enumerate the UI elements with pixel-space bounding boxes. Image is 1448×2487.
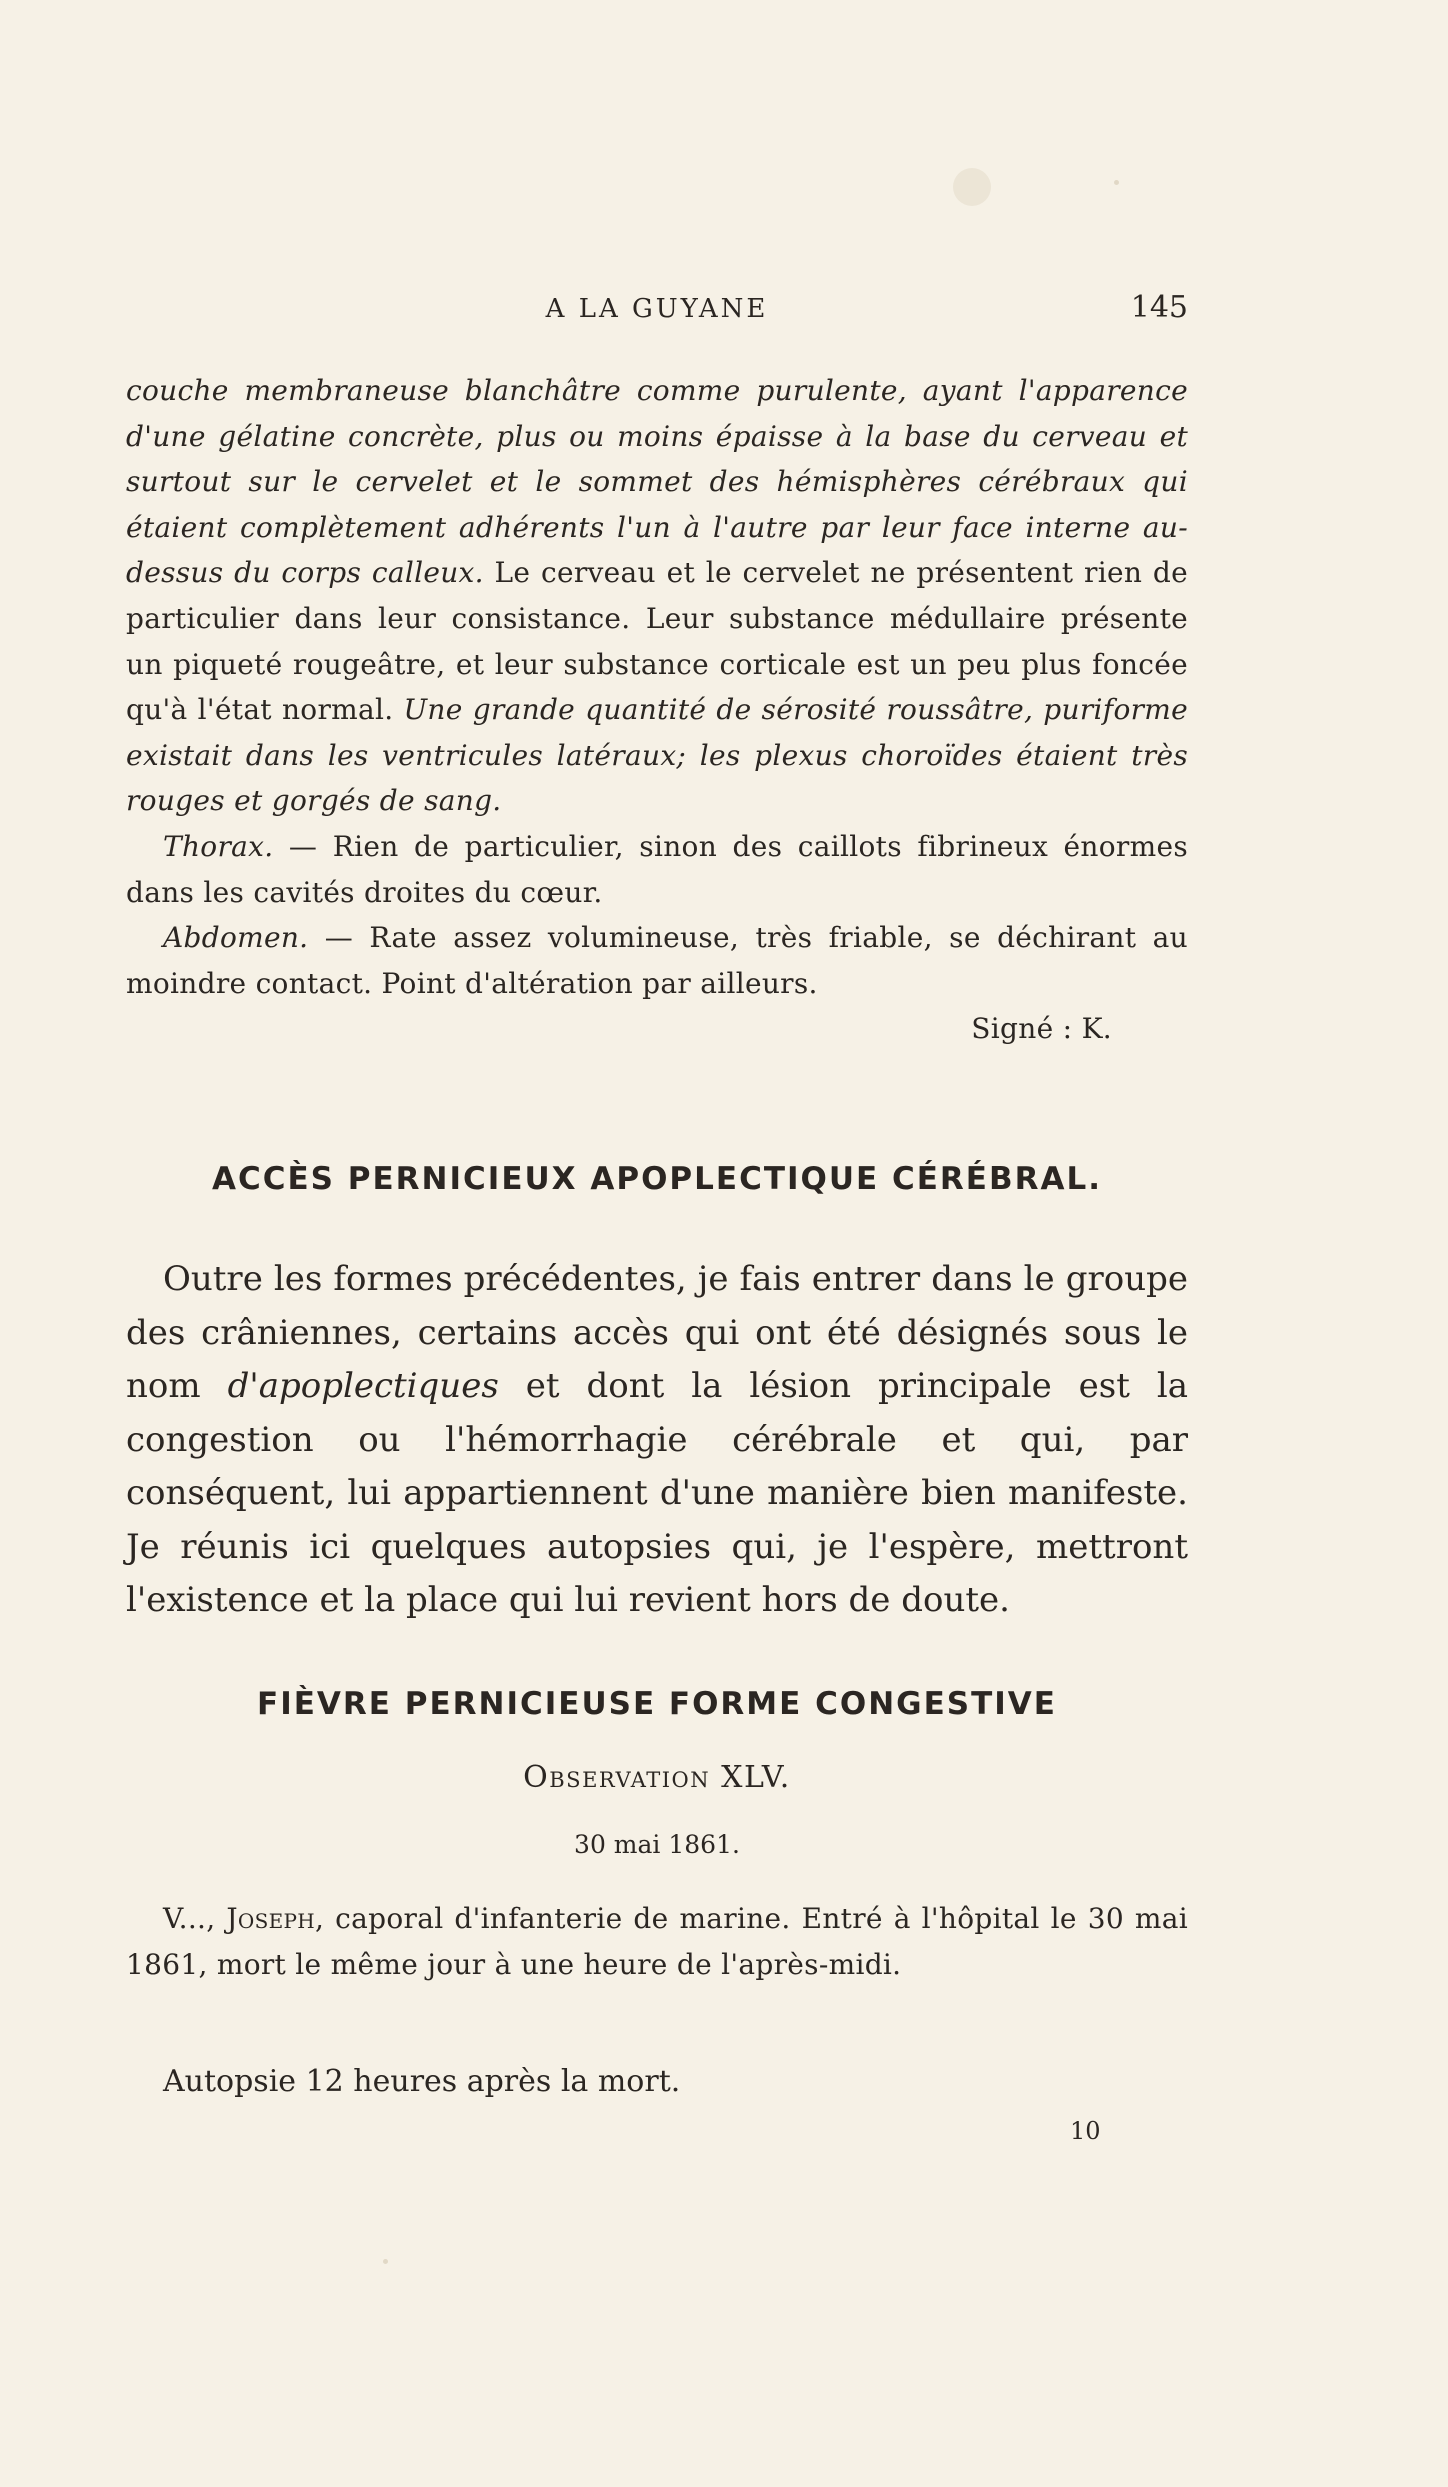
section-heading-apoplectic: ACCÈS PERNICIEUX APOPLECTIQUE CÉRÉBRAL. bbox=[212, 1161, 1102, 1197]
roman-passage: Le cerveau et le cervelet ne présentent rien de particulier dans leur consistance. Leur substance médullaire présente un piqueté rougeâtre, et leur substance corticale est un peu plus foncée qu'à l'état normal. bbox=[126, 556, 1188, 727]
body-small bbox=[126, 368, 1188, 1052]
italic-passage-end: Une grande quantité de sérosité roussâtre, puriforme existait dans les ventricules latéraux; les plexus choroïdes étaient très rouges et gorgés de sang. bbox=[126, 693, 1189, 818]
signature: Signé : K. bbox=[971, 1012, 1112, 1046]
apoplectic-text-a: Outre les formes précédentes, je fais entrer dans le groupe des crâniennes, certains accès qui ont été désignés sous le nom bbox=[126, 1259, 1188, 1406]
abdomen-paragraph bbox=[126, 915, 1188, 1006]
thorax-text: — Rien de particulier, sinon des caillots fibrineux énormes dans les cavités droites du cœur. bbox=[126, 829, 1188, 909]
paper-stain bbox=[953, 168, 991, 206]
observation-heading-block bbox=[126, 1760, 1188, 1795]
thorax-paragraph bbox=[126, 824, 1188, 915]
section-heading-congestive: FIÈVRE PERNICIEUSE FORME CONGESTIVE bbox=[257, 1686, 1057, 1722]
observation-date: 30 mai 1861. bbox=[574, 1830, 740, 1859]
abdomen-label: Abdomen. bbox=[163, 921, 309, 955]
apoplectic-paragraph bbox=[126, 1253, 1188, 1628]
section-apoplectic bbox=[126, 1161, 1188, 1197]
paper-speck bbox=[383, 2259, 388, 2264]
patient-name: Joseph bbox=[226, 1902, 316, 1935]
paper-speck bbox=[1114, 180, 1119, 185]
thorax-label: Thorax. bbox=[163, 829, 274, 863]
apoplectic-text-b: et dont la lésion principale est la congestion ou l'hémorrhagie cérébrale et qui, par conséquent, lui appartiennent d'une manière bien manifeste. Je réunis ici quelques autopsies qui, je l'espère, mettront l'existence et la place qui lui revient hors de doute. bbox=[126, 1366, 1188, 1620]
observation-body bbox=[126, 1896, 1188, 1987]
running-title: A LA GUYANE bbox=[545, 294, 769, 324]
gathering-signature-mark: 10 bbox=[1070, 2117, 1101, 2145]
autopsy-description bbox=[126, 368, 1188, 824]
abdomen-text: — Rate assez volumineuse, très friable, se déchirant au moindre contact. Point d'altération par ailleurs. bbox=[126, 921, 1188, 1000]
observation-date-block bbox=[126, 1830, 1188, 1859]
page-number: 145 bbox=[1130, 290, 1188, 325]
apoplectic-term: d'apoplectiques bbox=[227, 1366, 499, 1406]
autopsy-timing: Autopsie 12 heures après la mort. bbox=[163, 2064, 681, 2099]
section-congestive bbox=[126, 1686, 1188, 1722]
patient-prefix: V..., bbox=[163, 1902, 227, 1935]
italic-passage: couche membraneuse blanchâtre comme purulente, ayant l'apparence d'une gélatine concrète, plus ou moins épaisse à la base du cerveau et surtout sur le cervelet et le sommet des hémisphères cérébraux qui étaient complètement adhérents l'un à l'autre par leur face interne au-dessus du corps calleux. bbox=[126, 374, 1188, 590]
observation-number: Observation XLV. bbox=[523, 1760, 791, 1795]
patient-text: , caporal d'infanterie de marine. Entré à l'hôpital le 30 mai 1861, mort le même jour à une heure de l'après-midi. bbox=[126, 1902, 1188, 1981]
patient-paragraph bbox=[126, 1896, 1188, 1987]
page-header bbox=[126, 288, 1188, 332]
autopsy-line-block bbox=[126, 2060, 1188, 2104]
section-apoplectic-body bbox=[126, 1253, 1188, 1628]
